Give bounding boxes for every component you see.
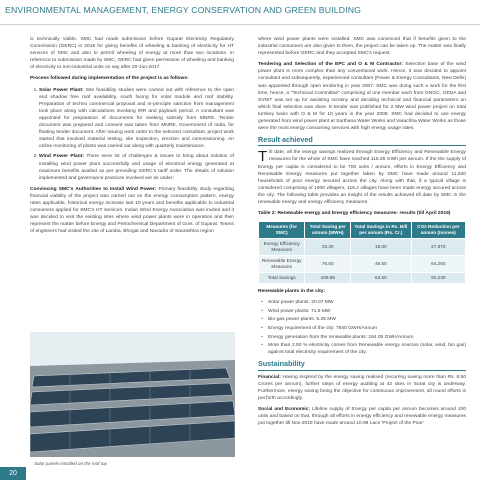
tender-label: Tendering and Selection of the EPC and O & M Contractor: xyxy=(258,62,404,68)
table-cell: 76.50 xyxy=(305,256,351,273)
step-label: Wind Power Plant: xyxy=(39,154,84,160)
table-cell: Energy Efficiency Measures xyxy=(259,239,305,256)
result-text: ill date, all the energy savings realized through Energy Efficiency and Renewable Energy measures for the whole of SMC have reached 116.25 GWh per annum. If the the supply of Energy per capita is considered to be 700 units / annum, efforts in Energy Efficiency and Renewable Energy measures put together taken by SMC have made around 11,620 households of poor energy secured across the city. Along with that, if a typical village is considered comprising of 1000 villagers, 116.2 villages have been made energy secured across the city. The following table provides an insight of the results achieved till date by SMC in the renewable energy and energy efficiency measures. xyxy=(258,150,466,205)
step-solar xyxy=(39,87,234,151)
financial-paragraph xyxy=(258,374,466,402)
financial-label: Financial: xyxy=(258,374,281,380)
renewable-heading: Renewable plants in the city: xyxy=(258,289,326,295)
step-label: Solar Power Plant: xyxy=(39,87,84,93)
table-cell: 27,870 xyxy=(411,239,465,256)
left-column xyxy=(30,36,234,239)
list-item: • Bio-gas power plants: 5.25 MW xyxy=(268,316,466,323)
convincing-text: Primary feasibility study regarding financial viability of the project was carried out on the energy consumption pattern, energy rates applicable, historical energy increase last 10 years and benefits applicable to industrial consumers applied for SMC's HT services. Indian Wind Energy Association was invited and it was decided to visit the existing sites where wind power plants were in operation and then represent the matter before Energy and Petrochemical Department of Govt. of Gujarat. Teams of engineers had visited the site of Lamba, Bhogat and Navadra of Saurashtra region xyxy=(30,186,235,235)
table-cell: Renewable Energy Measures xyxy=(259,256,305,273)
results-table xyxy=(258,221,466,284)
financial-text: Having inspired by the energy saving realised (recurring saving more than Rs. 8.50 Crores per annum), further steps of energy auditing at 42 sites in Surat city is underway. Furthermore, energy saving being the objective for continuous improvement, all round efforts is put forth accordingly. xyxy=(258,374,466,401)
solar-panel-rows xyxy=(30,332,235,457)
table-header: Measures (for SMC) xyxy=(259,222,305,239)
social-label: Social and Economic: xyxy=(258,406,310,412)
renewable-list xyxy=(258,299,466,356)
table-cell: 33.30 xyxy=(305,239,351,256)
page-header xyxy=(0,0,480,25)
table-cell: 109.88 xyxy=(305,273,351,284)
photo-caption: Solar panels installed on the roof top xyxy=(34,461,108,466)
result-heading: Result achieved xyxy=(258,136,466,146)
table-header: Total Savings in Rs. Bill per annum (Rs. Cr.) xyxy=(351,222,411,239)
right-paragraph-1: where wind power plants were installed. SMC was convinced that if benefits given to the industrial consumers are also given to them, the project can be taken up. The matter was finally represented before GERC and they accepted SMC's request. xyxy=(258,37,466,57)
table-header: CO2 Reduction per annum (tonnes) xyxy=(411,222,465,239)
table-cell: 48.50 xyxy=(351,256,411,273)
step-wind xyxy=(39,153,234,181)
social-paragraph xyxy=(258,406,466,427)
table-row xyxy=(259,273,466,284)
drop-cap: T xyxy=(258,148,268,166)
section-title: ENVIRONMENTAL MANAGEMENT, ENERGY CONSERVATION AND GREEN BUILDING xyxy=(5,5,362,15)
process-steps xyxy=(30,87,234,182)
table-header-row xyxy=(259,222,466,239)
right-column xyxy=(258,36,466,431)
list-item: • Solar power plants: 20.07 MW xyxy=(268,299,466,306)
process-heading: Process followed during implementation of the project is as follows: xyxy=(30,76,189,82)
table-row xyxy=(259,239,466,256)
table-row xyxy=(259,256,466,273)
step-text: There were lot of challenges & issues to bring about solution of installing wind power plant successfully and usage of electrical energy generated at maximum benefits availed as per prevailing GERC's tariff order. The details of solution implemented and governance practices involved are as under: xyxy=(39,154,235,181)
social-text: Lifeline supply of Energy per capita per annum becomes around 100 units and based on that, through all efforts in energy efficiency and renewable energy measures put together till Nov-2018 have made around 10.98 Lacs 'Project of the Poor' xyxy=(258,406,467,427)
list-item: • Energy requirement of the city: 7940 GWH/Annum xyxy=(268,325,466,332)
table-caption: Table 2: Renewable energy and Energy efficiency measures- results (till April 2019) xyxy=(258,211,451,217)
step-text: Site feasibility studies were carried out with reference to the open and shadow free roof availability, south facing for solar module and roof stability. Preparation of techno commercial proposal and in-principle sanction from management took place along with calculations involving IRR and payback period. A consultant was appointed for preparation of documents for seeking subsidy from MNRE. Tender document was prepared and consent was taken from MNRE, Government of India, for floating tender document. After issuing work order to the selected consultant, project work started that involved material testing, site inspection, erection and commissioning. An online monitoring of plants was carried out along with quarterly maintenance. xyxy=(39,87,234,150)
list-item: • More than 2.50 % electricity comes from Renewable energy sources (solar, wind, bio gas) against total electricity requirement of the city. xyxy=(268,342,466,356)
tender-text: Selection base of the wind power plant is more complex than any conventional work. Hence, it was decided to appoint consultant and subsequently, experienced consultant (Power & Energy Consultants, New Delhi) was appointed through open tendering in year 2007. SMC was doing such a work for the first time; hence, a "Technical Committee" comprising of one member each from GNGC, GEDA and SVNIT was set up for assisting scrutiny and deciding technical and financial parameters on which final selection was done. E-tender was published for 2 MW wind power project on total turnkey basis with O & M for 10 years in the year 2008. SMC had decided to use energy generated from wind power plant at Sarthana Water Works and Varachha Water Works as those were the most energy consuming services with high energy usage rates. xyxy=(258,62,466,132)
intro-paragraph: is technically viable. SMC had made submission before Gujarat Electricity Regulatory Commission (GERC) in 2016 for giving benefits of wheeling & banking of electricity for HT services of SMC and also to permit wheeling of energy at more than two locations. In reference to submission made by SMC, GERC had given permission of wheeling and banking of electricity to non-industrial units on say after 20-Jun-2017. xyxy=(30,37,234,71)
page-number: 20 xyxy=(0,467,26,480)
result-paragraph xyxy=(258,149,466,206)
tender-paragraph xyxy=(258,61,466,132)
table-cell: 15.00 xyxy=(351,239,411,256)
list-item: • Energy generation from the renewable plants: 194.05 GWH/Annum xyxy=(268,334,466,341)
table-header: Total Saving per annum (MWH) xyxy=(305,222,351,239)
solar-panels-photo xyxy=(30,332,235,457)
table-cell: 63.50 xyxy=(351,273,411,284)
convincing-paragraph xyxy=(30,186,234,236)
table-cell: 64,260 xyxy=(411,256,465,273)
convincing-label: Convincing SMC's Authorities to Install Wind Power: xyxy=(30,186,157,192)
table-cell: Total Savings xyxy=(259,273,305,284)
sustainability-heading: Sustainability xyxy=(258,360,466,370)
list-item: • Wind power plants: 71.6 MW xyxy=(268,308,466,315)
table-cell: 92,230 xyxy=(411,273,465,284)
